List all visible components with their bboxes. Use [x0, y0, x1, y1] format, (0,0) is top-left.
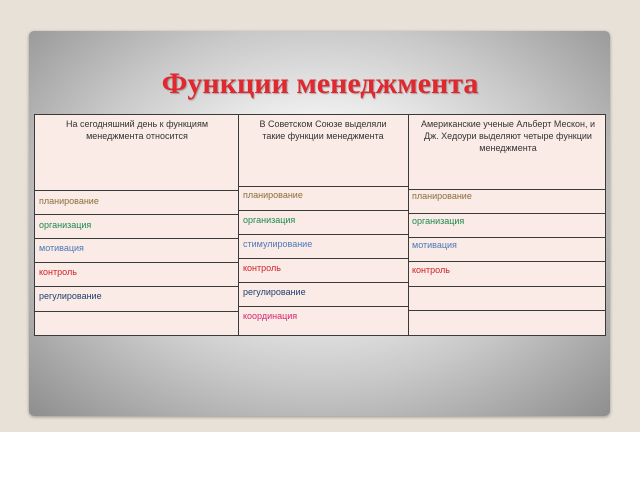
row-divider [35, 238, 238, 239]
row-divider [408, 237, 605, 238]
row-divider [35, 190, 238, 191]
table-cell: координация [243, 311, 298, 321]
row-divider [238, 258, 408, 259]
table-cell: контроль [39, 267, 77, 277]
table-cell: организация [39, 220, 92, 230]
column-header-american: Американские ученые Альберт Мескон, и Дж. Хедоури выделяют четыре функции менеджмента [420, 119, 596, 153]
table-cell: планирование [243, 190, 303, 200]
row-divider [408, 213, 605, 214]
table-cell: организация [243, 215, 296, 225]
table-cell: планирование [39, 196, 99, 206]
table-cell: регулирование [243, 287, 306, 297]
row-divider [35, 311, 238, 312]
table-cell: контроль [412, 265, 450, 275]
table-cell: контроль [243, 263, 281, 273]
functions-table [34, 114, 606, 336]
column-divider [408, 115, 409, 335]
table-cell: планирование [412, 191, 472, 201]
row-divider [238, 282, 408, 283]
column-header-current: На сегодняшний день к функциям менеджмента относится [65, 119, 209, 141]
row-divider [35, 214, 238, 215]
row-divider [408, 286, 605, 287]
row-divider [35, 286, 238, 287]
page-background-bottom [0, 432, 640, 480]
row-divider [238, 306, 408, 307]
table-cell: регулирование [39, 291, 102, 301]
row-divider [408, 310, 605, 311]
row-divider [35, 262, 238, 263]
table-cell: мотивация [39, 243, 84, 253]
row-divider [408, 261, 605, 262]
column-divider [238, 115, 239, 335]
slide-title: Функции менеджмента [161, 67, 479, 100]
column-header-soviet: В Советском Союзе выделяли такие функции менеджмента [259, 119, 387, 141]
table-cell: стимулирование [243, 239, 313, 249]
row-divider [238, 186, 408, 187]
row-divider [238, 210, 408, 211]
table-cell: организация [412, 216, 465, 226]
table-cell: мотивация [412, 240, 457, 250]
row-divider [238, 234, 408, 235]
